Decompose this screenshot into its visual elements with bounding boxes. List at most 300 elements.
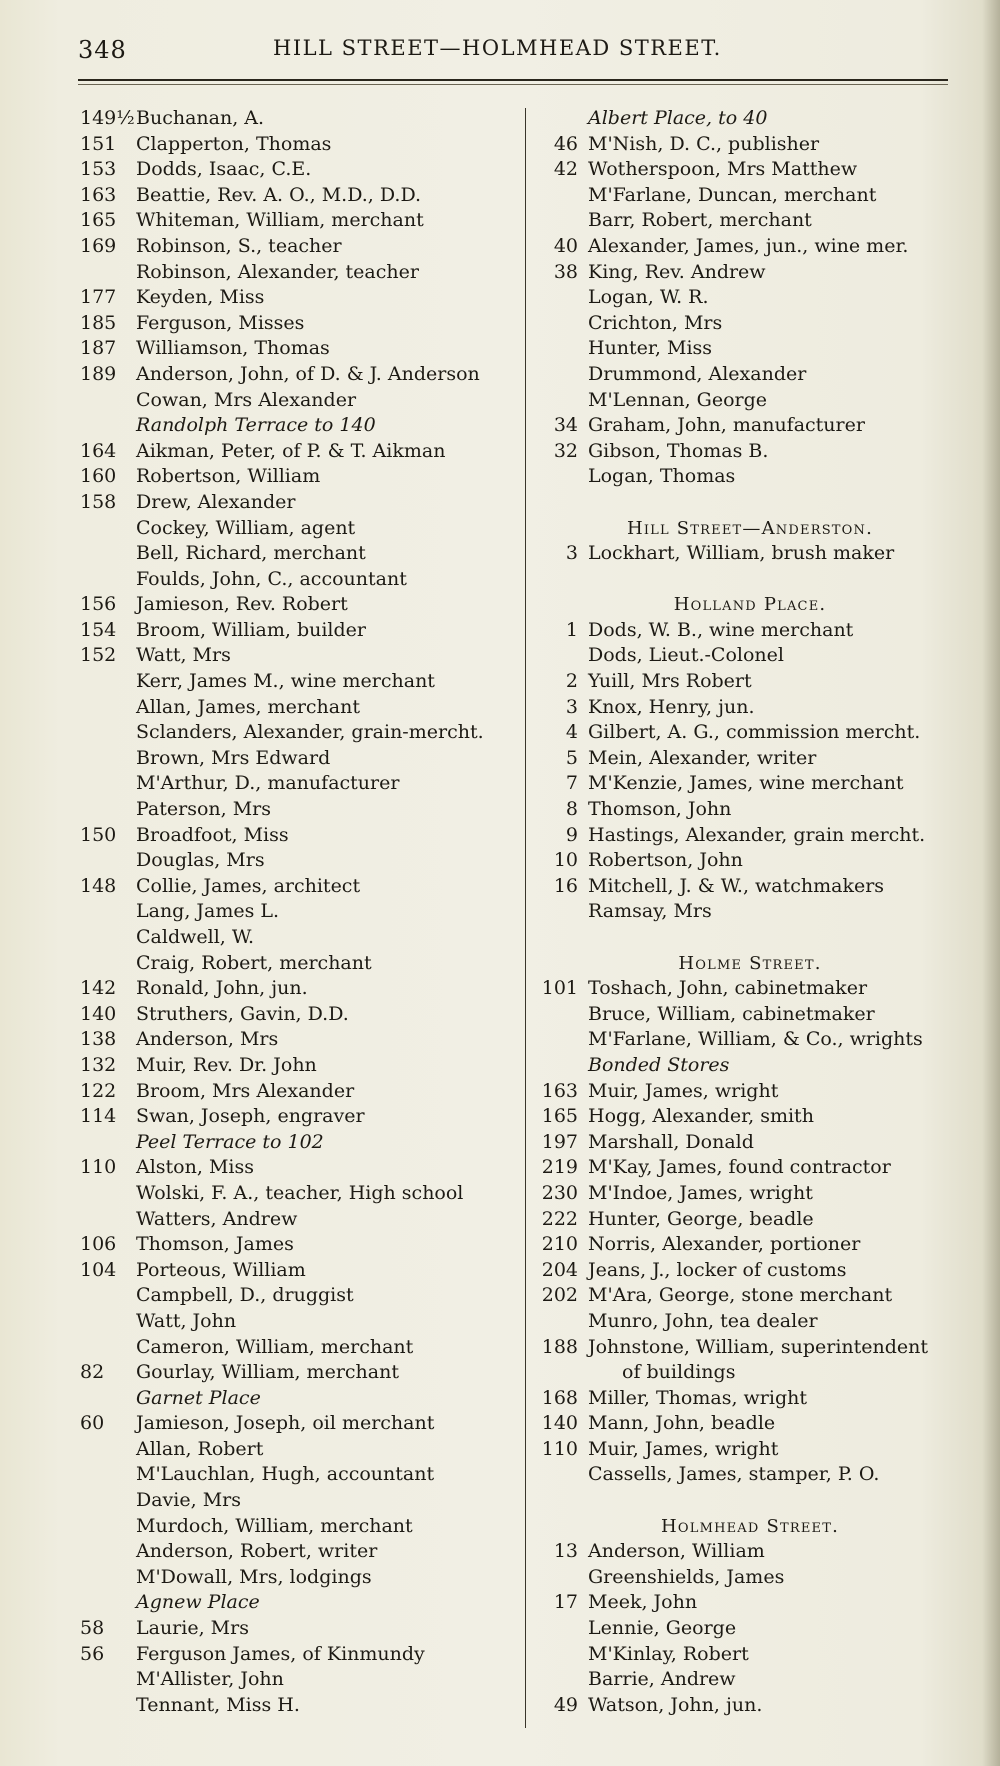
- section-spacer: [530, 925, 970, 951]
- resident-name: M'Dowall, Mrs, lodgings: [136, 1565, 372, 1588]
- directory-entry: [530, 208, 970, 234]
- resident-name: Thomson, John: [588, 798, 732, 821]
- resident-name: Williamson, Thomas: [136, 337, 330, 360]
- house-number: 153: [80, 158, 117, 181]
- resident-name: Anderson, Robert, writer: [136, 1540, 378, 1563]
- resident-name: Paterson, Mrs: [136, 798, 272, 821]
- house-number: 152: [80, 644, 117, 667]
- house-number: 148: [80, 874, 117, 897]
- resident-name: Marshall, Donald: [588, 1130, 754, 1153]
- directory-entry: [80, 208, 520, 234]
- page-edge-shadow: [982, 0, 1000, 1766]
- directory-entry: [80, 1437, 520, 1463]
- resident-name: Barrie, Andrew: [588, 1668, 736, 1691]
- directory-entry: [530, 1027, 970, 1053]
- house-number: 150: [80, 823, 117, 846]
- house-number: 163: [80, 183, 117, 206]
- resident-name: Dodds, Isaac, C.E.: [136, 158, 312, 181]
- house-number: 230: [541, 1181, 578, 1204]
- resident-name: M'Kay, James, found contractor: [588, 1156, 891, 1179]
- directory-entry: [530, 1002, 970, 1028]
- resident-name: Johnstone, William, superintendent: [588, 1335, 929, 1358]
- resident-name: M'Allister, John: [136, 1668, 284, 1691]
- directory-entry: [80, 1539, 520, 1565]
- directory-entry: [530, 413, 970, 439]
- resident-name: Dods, Lieut.-Colonel: [588, 644, 784, 667]
- directory-entry: [530, 746, 970, 772]
- house-number: 187: [80, 337, 117, 360]
- resident-name: Wotherspoon, Mrs Matthew: [588, 158, 858, 181]
- house-number: 156: [80, 593, 117, 616]
- house-number: 165: [80, 209, 117, 232]
- resident-name: King, Rev. Andrew: [588, 260, 766, 283]
- house-number: 219: [541, 1156, 578, 1179]
- directory-entry: [80, 618, 520, 644]
- house-number: 114: [80, 1105, 117, 1128]
- resident-name: Cockey, William, agent: [136, 516, 356, 539]
- directory-entry: [80, 311, 520, 337]
- resident-name: Toshach, John, cabinetmaker: [588, 977, 868, 1000]
- directory-entry: [80, 541, 520, 567]
- directory-entry: [80, 1360, 520, 1386]
- resident-name: Davie, Mrs: [136, 1489, 241, 1512]
- place-subheading: Albert Place, to 40: [588, 107, 768, 129]
- house-number: 210: [541, 1233, 578, 1256]
- resident-name: Bell, Richard, merchant: [136, 542, 366, 565]
- resident-name: Hunter, Miss: [588, 337, 713, 360]
- resident-name: Allan, Robert: [136, 1437, 264, 1460]
- directory-entry: [530, 1079, 970, 1105]
- directory-entry: [80, 234, 520, 260]
- resident-name: of buildings: [622, 1361, 736, 1384]
- resident-name: Gilbert, A. G., commission mercht.: [588, 721, 921, 744]
- directory-entry: [530, 720, 970, 746]
- house-number: 46: [553, 132, 578, 155]
- directory-entry: [530, 771, 970, 797]
- directory-entry: [530, 669, 970, 695]
- directory-entry: [530, 1130, 970, 1156]
- resident-name: Jeans, J., locker of customs: [588, 1258, 847, 1281]
- resident-name: Cassells, James, stamper, P. O.: [588, 1463, 880, 1486]
- directory-entry: [530, 1590, 970, 1616]
- directory-entry: [530, 1309, 970, 1335]
- place-subheading: Randolph Terrace to 140: [136, 414, 376, 437]
- directory-entry: [530, 311, 970, 337]
- house-number: 169: [80, 234, 117, 257]
- directory-entry: [530, 1565, 970, 1591]
- resident-name: Mein, Alexander, writer: [588, 746, 817, 769]
- resident-name: Robertson, William: [136, 465, 321, 488]
- resident-name: Aikman, Peter, of P. & T. Aikman: [136, 439, 446, 462]
- house-number: 154: [80, 618, 117, 641]
- directory-entry: [530, 1386, 970, 1412]
- resident-name: Tennant, Miss H.: [136, 1693, 300, 1716]
- street-heading: Holme Street.: [678, 952, 822, 974]
- directory-entry: [80, 567, 520, 593]
- resident-name: Hogg, Alexander, smith: [588, 1105, 814, 1128]
- place-subheading: Garnet Place: [136, 1386, 261, 1409]
- directory-entry: [530, 797, 970, 823]
- house-number: 158: [80, 490, 117, 513]
- directory-entry: [80, 823, 520, 849]
- house-number: 5: [565, 746, 578, 769]
- place-subheading: Peel Terrace to 102: [136, 1130, 324, 1153]
- directory-entry: [80, 260, 520, 286]
- resident-name: Muir, Rev. Dr. John: [136, 1053, 317, 1076]
- resident-name: Wolski, F. A., teacher, High school: [136, 1181, 464, 1204]
- resident-name: Graham, John, manufacturer: [588, 414, 865, 437]
- directory-entry: [80, 1309, 520, 1335]
- resident-name: M'Nish, D. C., publisher: [588, 132, 820, 155]
- directory-entry: [80, 1155, 520, 1181]
- resident-name: Dods, W. B., wine merchant: [588, 618, 854, 641]
- running-title: HILL STREET—HOLMHEAD STREET.: [273, 36, 722, 60]
- resident-name: Muir, James, wright: [588, 1079, 779, 1102]
- house-number: 197: [541, 1130, 578, 1153]
- directory-entry: [530, 1411, 970, 1437]
- directory-entry: [530, 1667, 970, 1693]
- directory-entry: [530, 823, 970, 849]
- directory-entry: [530, 285, 970, 311]
- house-number: 38: [553, 260, 578, 283]
- directory-entry: [530, 899, 970, 925]
- house-number: 140: [80, 1002, 117, 1025]
- directory-entry: [530, 362, 970, 388]
- house-number: 122: [80, 1079, 117, 1102]
- directory-entry: [530, 388, 970, 414]
- resident-name: Lang, James L.: [136, 900, 280, 923]
- directory-entry: [80, 1693, 520, 1719]
- resident-name: Broadfoot, Miss: [136, 823, 289, 846]
- house-number: 13: [553, 1540, 578, 1563]
- directory-entry: [80, 1386, 520, 1412]
- directory-entry: [80, 106, 520, 132]
- resident-name: Watt, Mrs: [136, 644, 231, 667]
- resident-name: M'Farlane, Duncan, merchant: [588, 183, 877, 206]
- resident-name: Anderson, William: [588, 1540, 765, 1563]
- house-number: 60: [80, 1412, 105, 1435]
- street-heading: Hill Street—Anderston.: [626, 517, 874, 539]
- house-number: 142: [80, 977, 117, 1000]
- directory-entry: [80, 362, 520, 388]
- resident-name: Keyden, Miss: [136, 286, 265, 309]
- house-number: 1: [565, 618, 578, 641]
- house-number: 222: [541, 1207, 578, 1230]
- resident-name: Anderson, John, of D. & J. Anderson: [136, 362, 480, 385]
- directory-entry: [80, 132, 520, 158]
- house-number: 110: [541, 1437, 578, 1460]
- resident-name: Knox, Henry, jun.: [588, 695, 755, 718]
- directory-entry: [80, 592, 520, 618]
- resident-name: Miller, Thomas, wright: [588, 1386, 807, 1409]
- column-divider: [525, 108, 526, 1728]
- house-number: 177: [80, 286, 117, 309]
- house-number: 3: [565, 542, 578, 565]
- house-number: 151: [80, 132, 117, 155]
- house-number: 164: [80, 439, 117, 462]
- resident-name: Ferguson James, of Kinmundy: [136, 1642, 425, 1665]
- resident-name: Collie, James, architect: [136, 874, 361, 897]
- house-number: 3: [565, 695, 578, 718]
- directory-entry: [80, 1590, 520, 1616]
- directory-entry: [80, 899, 520, 925]
- resident-name: M'Lauchlan, Hugh, accountant: [136, 1463, 435, 1486]
- resident-name: Gibson, Thomas B.: [588, 439, 769, 462]
- house-number: 4: [565, 721, 578, 744]
- directory-entry: [80, 1642, 520, 1668]
- resident-name: Cowan, Mrs Alexander: [136, 388, 357, 411]
- house-number: 132: [80, 1053, 117, 1076]
- directory-entry: [80, 848, 520, 874]
- directory-entry: [80, 669, 520, 695]
- directory-entry: [80, 1667, 520, 1693]
- house-number: 2: [565, 670, 578, 693]
- place-subheading: Bonded Stores: [588, 1053, 730, 1076]
- left-column: [80, 106, 520, 1718]
- resident-name: Meek, John: [588, 1591, 698, 1614]
- page-header: [78, 32, 948, 72]
- house-number: 9: [565, 823, 578, 846]
- directory-entry: [80, 490, 520, 516]
- resident-name: Foulds, John, C., accountant: [136, 567, 407, 590]
- house-number: 138: [80, 1028, 117, 1051]
- house-number: 56: [80, 1642, 105, 1665]
- resident-name: Mann, John, beadle: [588, 1412, 776, 1435]
- resident-name: Struthers, Gavin, D.D.: [136, 1002, 349, 1025]
- resident-name: M'Ara, George, stone merchant: [588, 1284, 893, 1307]
- directory-entry: [80, 1079, 520, 1105]
- place-subheading: Agnew Place: [136, 1591, 260, 1614]
- directory-entry: [80, 413, 520, 439]
- resident-name: Jamieson, Joseph, oil merchant: [136, 1412, 435, 1435]
- resident-name: Yuill, Mrs Robert: [588, 670, 752, 693]
- resident-name: Campbell, D., druggist: [136, 1284, 354, 1307]
- resident-name: Broom, William, builder: [136, 618, 366, 641]
- resident-name: Douglas, Mrs: [136, 849, 265, 872]
- directory-entry: [80, 1181, 520, 1207]
- house-number: 189: [80, 362, 117, 385]
- resident-name: Murdoch, William, merchant: [136, 1514, 413, 1537]
- directory-entry: [80, 720, 520, 746]
- resident-name: Anderson, Mrs: [136, 1028, 279, 1051]
- resident-name: Clapperton, Thomas: [136, 132, 332, 155]
- directory-entry: [530, 618, 970, 644]
- directory-entry: [80, 1130, 520, 1156]
- house-number: 16: [553, 874, 578, 897]
- directory-entry: [530, 1053, 970, 1079]
- directory-entry: [530, 234, 970, 260]
- resident-name: Porteous, William: [136, 1258, 306, 1281]
- house-number: 82: [80, 1361, 105, 1384]
- house-number: 168: [541, 1386, 578, 1409]
- directory-entry: [80, 951, 520, 977]
- directory-entry: [530, 464, 970, 490]
- directory-entry: [530, 1181, 970, 1207]
- house-number: 10: [553, 849, 578, 872]
- directory-entry: [530, 695, 970, 721]
- directory-entry: [530, 336, 970, 362]
- directory-entry: [80, 336, 520, 362]
- directory-entry: [530, 1616, 970, 1642]
- house-number: 149½: [80, 107, 135, 129]
- resident-name: Drew, Alexander: [136, 490, 296, 513]
- directory-entry: [80, 516, 520, 542]
- directory-entry: [530, 1155, 970, 1181]
- directory-entry: [530, 157, 970, 183]
- house-number: 204: [541, 1258, 578, 1281]
- resident-name: Brown, Mrs Edward: [136, 746, 331, 769]
- resident-name: Watson, John, jun.: [588, 1693, 763, 1716]
- resident-name: Alexander, James, jun., wine mer.: [588, 234, 909, 257]
- directory-entry: [530, 1207, 970, 1233]
- directory-entry: [530, 1335, 970, 1361]
- directory-entry: [80, 1104, 520, 1130]
- directory-entry: [530, 976, 970, 1002]
- house-number: 104: [80, 1258, 117, 1281]
- resident-name: Watters, Andrew: [136, 1207, 298, 1230]
- directory-entry: [530, 1462, 970, 1488]
- resident-name: Kerr, James M., wine merchant: [136, 670, 435, 693]
- resident-name: Lennie, George: [588, 1617, 737, 1640]
- resident-name: Swan, Joseph, engraver: [136, 1105, 365, 1128]
- house-number: 32: [553, 439, 578, 462]
- directory-entry: [80, 1207, 520, 1233]
- house-number: 110: [80, 1156, 117, 1179]
- house-number: 101: [541, 977, 578, 1000]
- resident-name: Norris, Alexander, portioner: [588, 1233, 861, 1256]
- directory-entry: [530, 1283, 970, 1309]
- house-number: 40: [553, 234, 578, 257]
- directory-entry: [530, 183, 970, 209]
- directory-entry: [530, 643, 970, 669]
- resident-name: Robertson, John: [588, 849, 743, 872]
- directory-entry: [530, 260, 970, 286]
- resident-name: Broom, Mrs Alexander: [136, 1079, 355, 1102]
- directory-entry: [80, 1411, 520, 1437]
- right-column: [530, 106, 970, 1718]
- directory-entry: [530, 1642, 970, 1668]
- resident-name: M'Lennan, George: [588, 388, 768, 411]
- resident-name: Hastings, Alexander, grain mercht.: [588, 823, 926, 846]
- directory-entry: [80, 1053, 520, 1079]
- house-number: 185: [80, 311, 117, 334]
- house-number: 17: [553, 1591, 578, 1614]
- resident-name: Buchanan, A.: [136, 107, 265, 129]
- directory-entry: [80, 1565, 520, 1591]
- section-spacer: [530, 567, 970, 593]
- directory-entry: [80, 1616, 520, 1642]
- resident-name: M'Arthur, D., manufacturer: [136, 772, 400, 795]
- resident-name: Beattie, Rev. A. O., M.D., D.D.: [136, 183, 422, 206]
- directory-entry: [80, 1002, 520, 1028]
- directory-entry: [530, 106, 970, 132]
- resident-name: Alston, Miss: [136, 1156, 254, 1179]
- resident-name: Cameron, William, merchant: [136, 1335, 414, 1358]
- resident-name: Bruce, William, cabinetmaker: [588, 1002, 875, 1025]
- section-spacer: [530, 1488, 970, 1514]
- resident-name: Jamieson, Rev. Robert: [136, 593, 348, 616]
- directory-entry: [80, 1258, 520, 1284]
- resident-name: Barr, Robert, merchant: [588, 209, 812, 232]
- resident-name: Ferguson, Misses: [136, 311, 305, 334]
- directory-entry: [80, 1462, 520, 1488]
- directory-entry: [530, 1258, 970, 1284]
- house-number: 49: [553, 1693, 578, 1716]
- house-number: 34: [553, 414, 578, 437]
- directory-entry: [80, 1514, 520, 1540]
- directory-entry: [530, 132, 970, 158]
- house-number: 163: [541, 1079, 578, 1102]
- house-number: 160: [80, 465, 117, 488]
- directory-entry: [80, 1283, 520, 1309]
- house-number: 8: [565, 798, 578, 821]
- directory-entry: [80, 285, 520, 311]
- house-number: 42: [553, 158, 578, 181]
- directory-entry: [530, 439, 970, 465]
- resident-name: Ramsay, Mrs: [588, 900, 712, 923]
- header-rule-thin: [78, 84, 948, 85]
- directory-entry: [530, 1360, 970, 1386]
- directory-entry: [80, 874, 520, 900]
- resident-name: Mitchell, J. & W., watchmakers: [588, 874, 885, 897]
- directory-entry: [530, 1232, 970, 1258]
- directory-entry: [80, 183, 520, 209]
- resident-name: Crichton, Mrs: [588, 311, 723, 334]
- directory-entry: [80, 1027, 520, 1053]
- resident-name: Hunter, George, beadle: [588, 1207, 814, 1230]
- directory-entry: [530, 874, 970, 900]
- directory-entry: [80, 1488, 520, 1514]
- header-rule: [78, 79, 948, 81]
- street-heading: Holland Place.: [673, 594, 827, 616]
- page-number: 348: [78, 36, 127, 64]
- directory-entry: [80, 797, 520, 823]
- resident-name: Watt, John: [136, 1309, 237, 1332]
- resident-name: Greenshields, James: [588, 1565, 785, 1588]
- directory-entry: [80, 1335, 520, 1361]
- directory-entry: [530, 1104, 970, 1130]
- house-number: 58: [80, 1617, 105, 1640]
- directory-entry: [80, 643, 520, 669]
- directory-entry: [80, 388, 520, 414]
- resident-name: M'Farlane, William, & Co., wrights: [588, 1028, 923, 1051]
- resident-name: Logan, Thomas: [588, 465, 736, 488]
- directory-entry: [530, 541, 970, 567]
- resident-name: Craig, Robert, merchant: [136, 951, 372, 974]
- resident-name: Lockhart, William, brush maker: [588, 542, 895, 565]
- resident-name: Caldwell, W.: [136, 926, 255, 948]
- resident-name: M'Kinlay, Robert: [588, 1642, 749, 1665]
- street-heading: Holmhead Street.: [660, 1515, 840, 1537]
- directory-entry: [80, 695, 520, 721]
- resident-name: Robinson, S., teacher: [136, 234, 342, 257]
- directory-entry: [80, 439, 520, 465]
- directory-entry: [530, 1539, 970, 1565]
- resident-name: Munro, John, tea dealer: [588, 1309, 818, 1332]
- directory-entry: [530, 1437, 970, 1463]
- house-number: 140: [541, 1412, 578, 1435]
- house-number: 165: [541, 1105, 578, 1128]
- directory-entry: [80, 771, 520, 797]
- directory-entry: [530, 848, 970, 874]
- resident-name: M'Indoe, James, wright: [588, 1181, 813, 1204]
- directory-entry: [80, 746, 520, 772]
- resident-name: Drummond, Alexander: [588, 362, 807, 385]
- resident-name: Gourlay, William, merchant: [136, 1361, 399, 1384]
- resident-name: Whiteman, William, merchant: [136, 209, 424, 232]
- resident-name: Muir, James, wright: [588, 1437, 779, 1460]
- directory-entry: [80, 976, 520, 1002]
